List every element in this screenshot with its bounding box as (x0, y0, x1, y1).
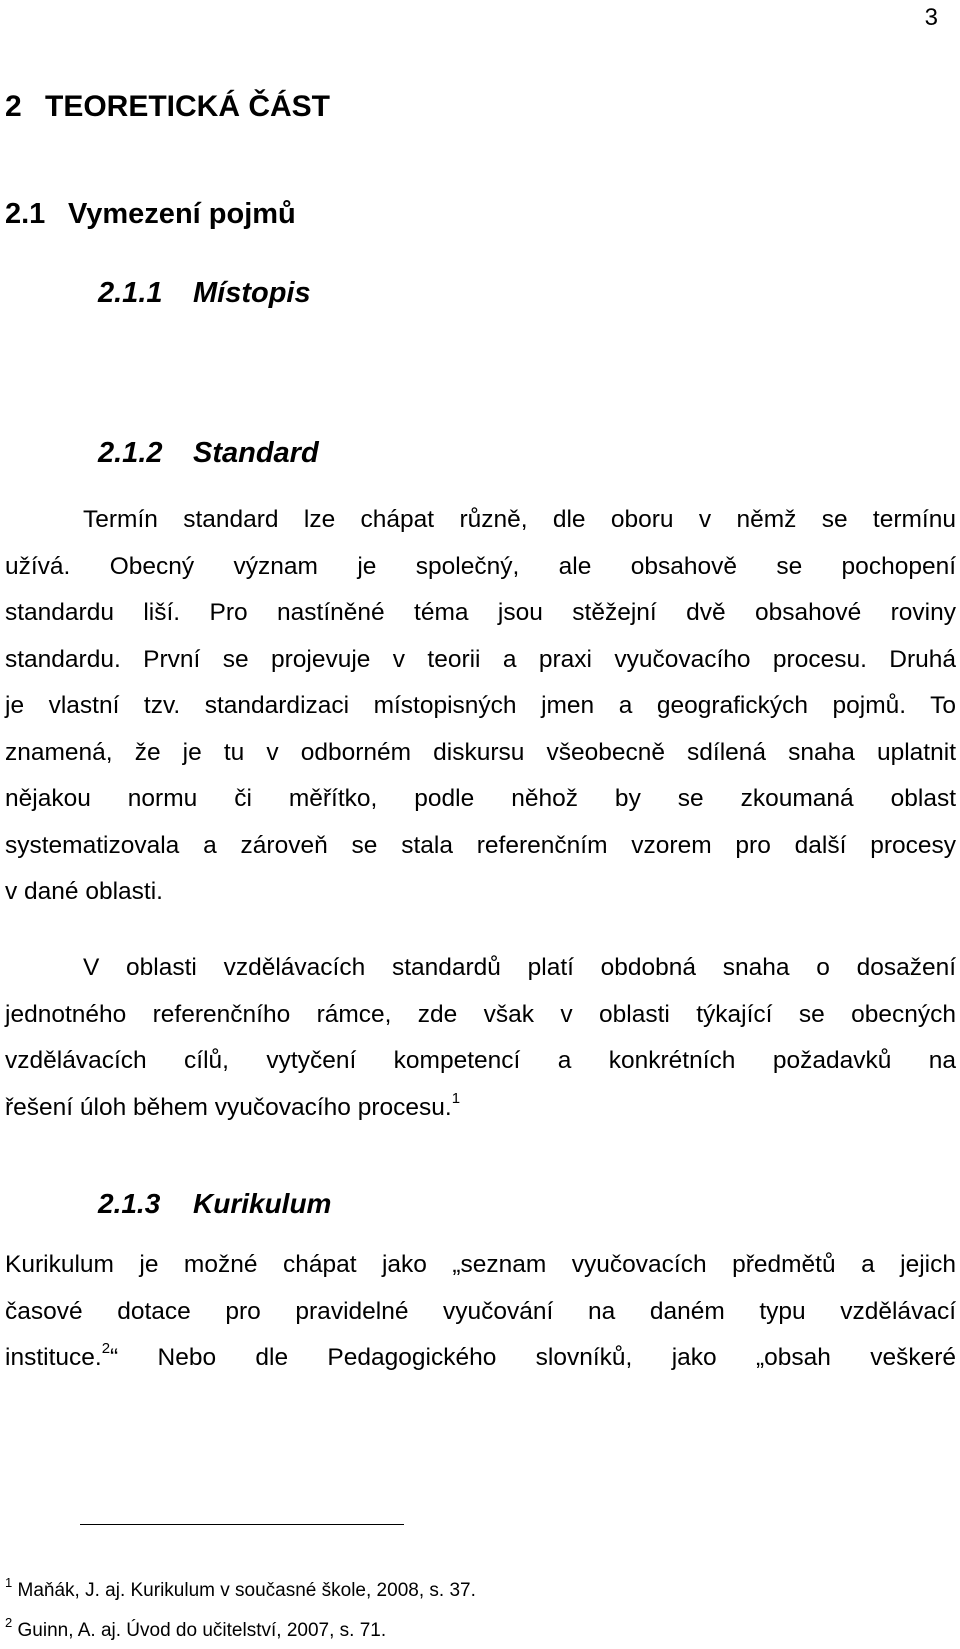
text-line: jednotného referenčního rámce, zde však v oblasti týkající se obecných (5, 1000, 956, 1028)
text-line: V oblasti vzdělávacích standardů platí obdobná snaha o dosažení (83, 954, 956, 981)
footnote (5, 1615, 387, 1642)
text-line: znamená, že je tu v odborném diskursu všeobecně sdílená snaha uplatnit (5, 738, 956, 766)
chapter-heading (5, 90, 330, 124)
page-number: 3 (924, 4, 938, 31)
footnote-separator (80, 1524, 404, 1525)
subsection-number: 2.1.2 (98, 437, 163, 469)
footnote-mark: 1 (5, 1575, 13, 1590)
text-line (5, 1085, 956, 1132)
standard-paragraph-2 (5, 945, 956, 1131)
text-line: Termín standard lze chápat různě, dle oboru v němž se termínu (83, 506, 956, 533)
section-title: Vymezení pojmů (68, 198, 296, 230)
text-line-content: řešení úloh během vyučovacího procesu. (5, 1093, 452, 1121)
footnote-text: Guinn, A. aj. Úvod do učitelství, 2007, s. 71. (17, 1620, 387, 1641)
text-line: je vlastní tzv. standardizaci místopisných jmen a geografických pojmů. To (5, 692, 956, 719)
text-line: časové dotace pro pravidelné vyučování na daném typu vzdělávací (5, 1297, 956, 1325)
text-line: systematizovala a zároveň se stala referenčním vzorem pro další procesy (5, 831, 956, 859)
subsection-heading-standard (98, 437, 319, 470)
text-line: nějakou normu či měřítko, podle něhož by se zkoumaná oblast (5, 785, 956, 812)
chapter-title: TEORETICKÁ ČÁST (45, 90, 330, 123)
text-line-content: “ Nebo dle Pedagogického slovníků, jako „obsah veškeré (110, 1344, 956, 1371)
subsection-title: Standard (193, 437, 319, 469)
text-line: Kurikulum je možné chápat jako „seznam vyučovacích předmětů a jejich (5, 1251, 956, 1278)
text-line: vzdělávacích cílů, vytyčení kompetencí a konkrétních požadavků na (5, 1047, 956, 1074)
text-line-content: instituce. (5, 1344, 102, 1371)
subsection-number: 2.1.3 (98, 1188, 161, 1219)
subsection-number: 2.1.1 (98, 277, 163, 309)
section-heading (5, 198, 296, 231)
footnote-text: Maňák, J. aj. Kurikulum v současné škole, 2008, s. 37. (17, 1580, 476, 1601)
standard-paragraph-1 (5, 497, 956, 916)
subsection-heading-mistopis (98, 277, 311, 310)
text-line: v dané oblasti. (5, 878, 163, 905)
subsection-title: Místopis (193, 277, 311, 309)
footnote-reference: 1 (451, 1089, 461, 1107)
footnote-mark: 2 (5, 1615, 13, 1630)
chapter-number: 2 (5, 90, 22, 123)
text-line (5, 1335, 956, 1382)
text-line: užívá. Obecný význam je společný, ale obsahově se pochopení (5, 552, 956, 580)
footnote (5, 1575, 476, 1602)
text-line: standardu liší. Pro nastíněné téma jsou stěžejní dvě obsahové roviny (5, 599, 956, 626)
kurikulum-paragraph (5, 1242, 956, 1382)
subsection-title: Kurikulum (193, 1188, 332, 1219)
section-number: 2.1 (5, 198, 46, 230)
text-line: standardu. První se projevuje v teorii a praxi vyučovacího procesu. Druhá (5, 645, 956, 673)
footnote-reference: 2 (101, 1340, 111, 1357)
subsection-heading-kurikulum (98, 1188, 331, 1220)
